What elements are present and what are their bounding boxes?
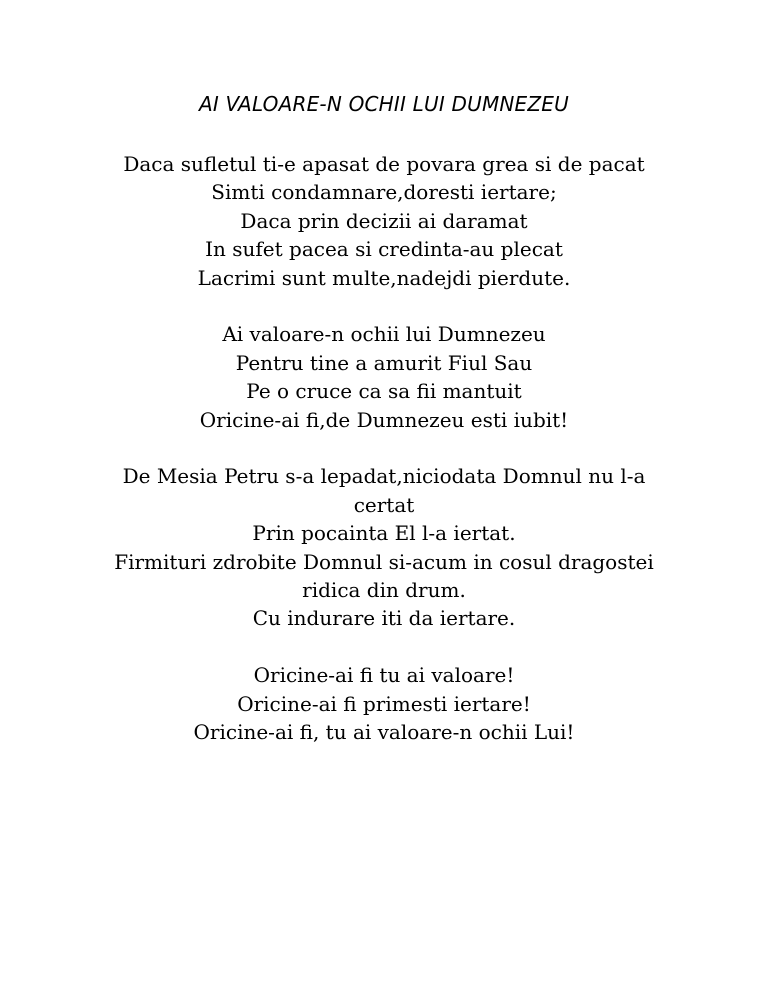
poem-line: Lacrimi sunt multe,nadejdi pierdute. bbox=[197, 265, 571, 290]
poem-line: Pentru tine a amurit Fiul Sau bbox=[235, 350, 533, 375]
poem-line: Pe o cruce ca sa fii mantuit bbox=[246, 379, 522, 404]
poem-line: Oricine-ai fi, tu ai valoare-n ochii Lui! bbox=[193, 720, 575, 745]
poem-line: certat bbox=[353, 492, 415, 517]
poem-line: Prin pocainta El l-a iertat. bbox=[252, 521, 516, 546]
poem-line: Daca sufletul ti-e apasat de povara grea si de pacat bbox=[123, 152, 645, 176]
poem-line: Ai valoare-n ochii lui Dumnezeu bbox=[222, 322, 546, 347]
poem-line: Cu indurare iti da iertare. bbox=[252, 606, 516, 631]
poem-line: Oricine-ai fi tu ai valoare! bbox=[253, 663, 515, 688]
poem-line: De Mesia Petru s-a lepadat,niciodata Domnul nu l-a bbox=[122, 464, 646, 489]
poem-line: Simti condamnare,doresti iertare; bbox=[211, 180, 557, 205]
poem-line: ridica din drum. bbox=[302, 578, 466, 603]
poem-line: Oricine-ai fi primesti iertare! bbox=[237, 691, 531, 716]
stanza-2 bbox=[84, 320, 684, 434]
poem-title: AI VALOARE-N OCHII LUI DUMNEZEU bbox=[199, 92, 569, 116]
poem-line: Firmituri zdrobite Domnul si-acum in cosul dragostei bbox=[114, 549, 654, 574]
poem-line: Oricine-ai fi,de Dumnezeu esti iubit! bbox=[199, 407, 569, 432]
stanza-1 bbox=[84, 150, 684, 292]
poem-line: Daca prin decizii ai daramat bbox=[240, 208, 528, 233]
stanza-3 bbox=[84, 462, 684, 632]
stanza-4 bbox=[84, 661, 684, 746]
poem-line: In sufet pacea si credinta-au plecat bbox=[205, 237, 563, 262]
poem-body bbox=[84, 150, 684, 775]
